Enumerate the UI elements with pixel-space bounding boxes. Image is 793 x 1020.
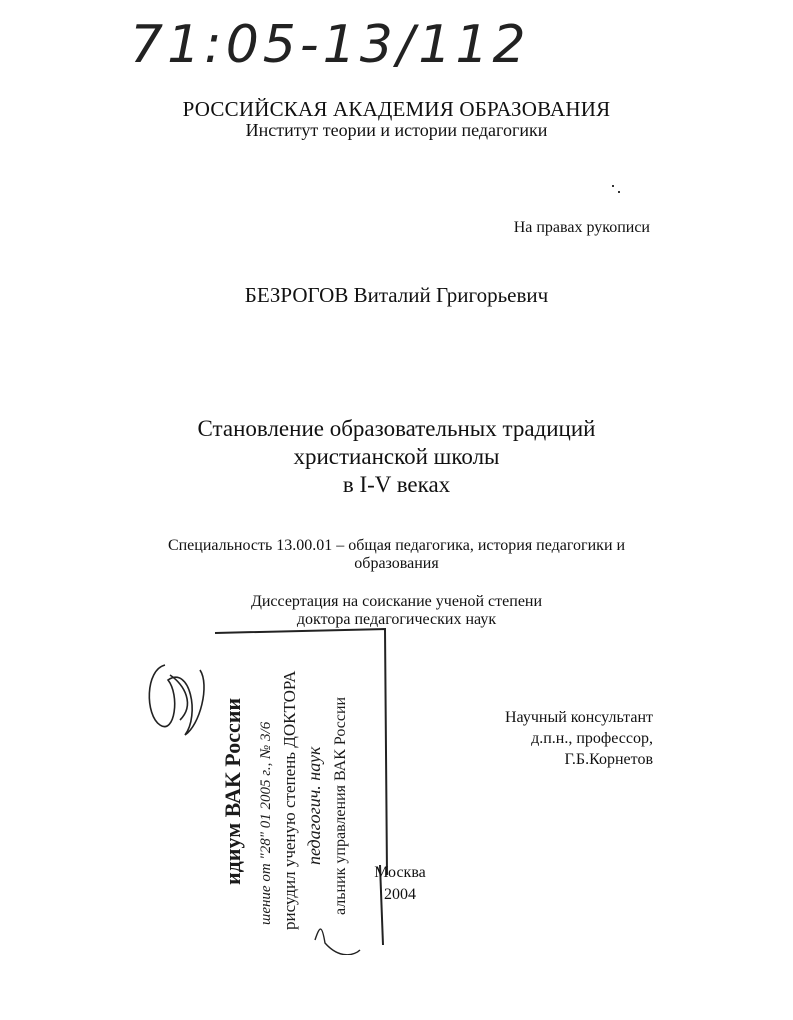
scan-speck bbox=[618, 191, 620, 193]
institute-name: Институт теории и истории педагогики bbox=[245, 120, 548, 140]
dissertation-title-line-2: христианской школы bbox=[293, 444, 500, 469]
dissertation-degree-block bbox=[0, 593, 793, 629]
stamp-line-5: альник управления ВАК России bbox=[332, 696, 349, 915]
stamp-line-4: педагогич. наук bbox=[304, 746, 324, 865]
organization-name: РОССИЙСКАЯ АКАДЕМИЯ ОБРАЗОВАНИЯ bbox=[182, 97, 611, 121]
dissertation-line-2: доктора педагогических наук bbox=[296, 611, 497, 628]
dissertation-title-line-1: Становление образовательных традиций bbox=[197, 416, 596, 441]
city: Москва bbox=[374, 864, 426, 881]
signature-scribble bbox=[149, 665, 204, 735]
specialty-line-2: образования bbox=[354, 555, 439, 572]
specialty-block bbox=[120, 537, 673, 573]
archive-number-handwritten bbox=[130, 6, 530, 76]
manuscript-rights-note: На правах рукописи bbox=[513, 219, 650, 236]
stamp-line-3: рисудил ученую степень ДОКТОРА bbox=[280, 670, 299, 930]
dissertation-title-line-3: в I-V веках bbox=[342, 472, 451, 497]
scan-speck bbox=[612, 185, 614, 187]
archive-number-text: 71:05-13/112 bbox=[130, 15, 530, 75]
signature-tail bbox=[315, 929, 360, 955]
scientific-consultant-block bbox=[505, 707, 653, 770]
consultant-label: Научный консультант bbox=[505, 709, 653, 726]
author-name: БЕЗРОГОВ Виталий Григорьевич bbox=[244, 283, 549, 307]
consultant-name: Г.Б.Корнетов bbox=[564, 751, 653, 768]
consultant-degree: д.п.н., профессор, bbox=[531, 730, 653, 747]
year: 2004 bbox=[384, 886, 416, 903]
stamp-line-2: шение от "28" 01 2005 г., № 3/6 bbox=[258, 721, 274, 925]
footer-block bbox=[360, 862, 440, 906]
specialty-line-1: Специальность 13.00.01 – общая педагогика, история педагогики и bbox=[167, 537, 626, 554]
dissertation-line-1: Диссертация на соискание ученой степени bbox=[250, 593, 543, 610]
stamp-line-1: идиум ВАК России bbox=[220, 697, 245, 885]
